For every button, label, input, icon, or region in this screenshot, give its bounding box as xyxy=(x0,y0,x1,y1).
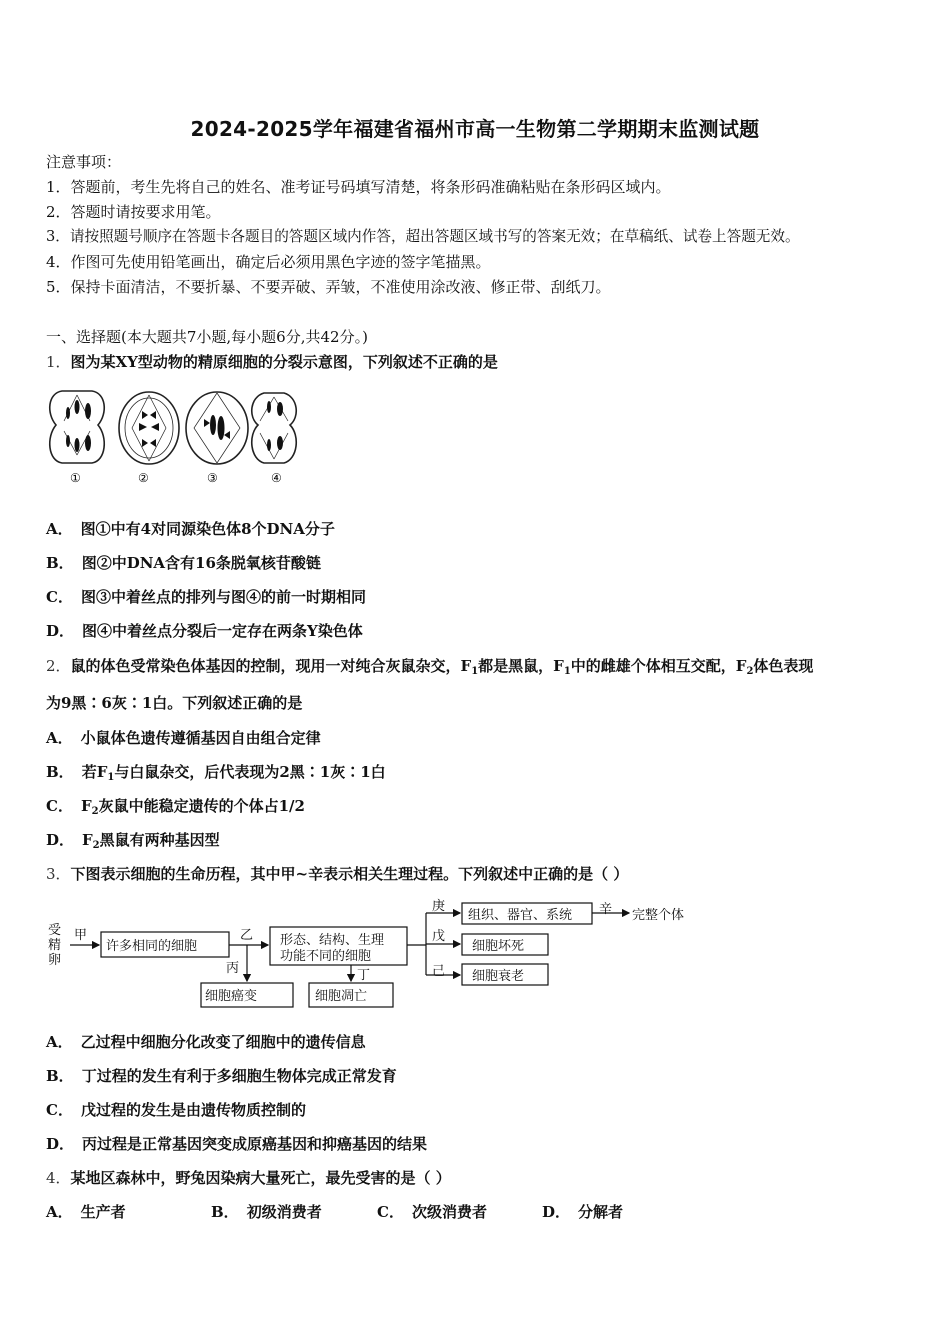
cell-outline xyxy=(119,392,179,464)
diagram-box-label: 细胞凋亡 xyxy=(315,989,368,1004)
diagram-label: 庚 xyxy=(432,899,446,914)
question-4-stem: 4．某地区森林中，野兔因染病大量死亡，最先受害的是（ ） xyxy=(46,1169,451,1187)
diagram-box-label: 细胞癌变 xyxy=(205,989,258,1004)
diagram-label: 精 xyxy=(48,938,62,953)
option-c: C． $F_2$灰鼠中能稳定遗传的个体占1/2 xyxy=(46,797,305,817)
diagram-label: 完整个体 xyxy=(632,908,685,923)
diagram-label: 丁 xyxy=(357,968,371,983)
diagram-label: 戊 xyxy=(432,929,446,944)
option-d: D． 丙过程是正常基因突变成原癌基因和抑癌基因的结果 xyxy=(46,1135,428,1153)
question-2-stem-line2: 为9黑∶6灰∶1白。下列叙述正确的是 xyxy=(46,694,303,712)
figure-label: ③ xyxy=(207,471,218,485)
cell-division-figure xyxy=(44,383,314,487)
option-b: B． 图②中DNA含有16条脱氧核苷酸链 xyxy=(46,554,321,572)
diagram-label: 己 xyxy=(432,964,446,979)
option-b: B． 丁过程的发生有利于多细胞生物体完成正常发育 xyxy=(46,1067,397,1085)
option-a: A． 小鼠体色遗传遵循基因自由组合定律 xyxy=(46,729,321,747)
notice-item: 1．答题前，考生先将自己的姓名、准考证号码填写清楚，将条形码准确粘贴在条形码区域内。 xyxy=(46,178,671,196)
option-a: A． 乙过程中细胞分化改变了细胞中的遗传信息 xyxy=(46,1033,366,1051)
diagram-label: 受 xyxy=(48,923,62,938)
option-d: D． 分解者 xyxy=(542,1203,624,1221)
notice-item: 3．请按照题号顺序在答题卡各题目的答题区域内作答，超出答题区域书写的答案无效；在草稿纸、试卷上答题无效。 xyxy=(46,228,800,245)
option-a: A． 生产者 xyxy=(46,1203,126,1221)
figure-label: ② xyxy=(138,471,149,485)
diagram-box-label: 组织、器官、系统 xyxy=(468,908,573,923)
question-number: 1． xyxy=(46,353,71,371)
question-2-stem: 2．鼠的体色受常染色体基因的控制，现用一对纯合灰鼠杂交，$F_1$都是黑鼠，$F_1$中的雌雄个体相互交配，$F_2$体色表现 xyxy=(46,657,814,677)
notice-heading: 注意事项： xyxy=(46,153,122,171)
option-d: D． $F_2$黑鼠有两种基因型 xyxy=(46,831,220,851)
diagram-label: 卵 xyxy=(48,953,62,968)
figure-label: ④ xyxy=(271,471,282,485)
option-c: C． 次级消费者 xyxy=(377,1203,487,1221)
question-3-stem: 3．下图表示细胞的生命历程，其中甲~辛表示相关生理过程。下列叙述中正确的是（ ） xyxy=(46,865,629,883)
notice-item: 2．答题时请按要求用笔。 xyxy=(46,203,221,221)
cell-outline xyxy=(252,393,297,463)
option-b: B． 初级消费者 xyxy=(211,1203,322,1221)
option-a: A． 图①中有4对同源染色体8个DNA分子 xyxy=(46,520,335,538)
diagram-box-label: 形态、结构、生理 xyxy=(280,933,385,948)
diagram-label: 辛 xyxy=(599,902,613,917)
section-heading: 一、选择题(本大题共7小题,每小题6分,共42分。) xyxy=(46,328,368,346)
option-b: B． 若$F_1$与白鼠杂交，后代表现为2黑∶1灰∶1白 xyxy=(46,763,386,783)
diagram-box-label: 功能不同的细胞 xyxy=(280,949,372,964)
notice-item: 4．作图可先使用铅笔画出，确定后必须用黑色字迹的签字笔描黑。 xyxy=(46,253,491,271)
question-1-stem xyxy=(46,352,498,372)
diagram-box-label: 细胞衰老 xyxy=(472,969,525,984)
option-d: D． 图④中着丝点分裂后一定存在两条Y染色体 xyxy=(46,622,363,640)
question-text: 图为某XY型动物的精原细胞的分裂示意图，下列叙述不正确的是 xyxy=(70,353,498,371)
option-c: C． 图③中着丝点的排列与图④的前一时期相同 xyxy=(46,588,366,606)
diagram-label: 丙 xyxy=(226,961,240,976)
notice-item: 5．保持卡面清洁，不要折暴、不要弄破、弄皱，不准使用涂改液、修正带、刮纸刀。 xyxy=(46,278,611,296)
page-title: 2024-2025学年福建省福州市高一生物第二学期期末监测试题 xyxy=(190,117,760,141)
diagram-label: 乙 xyxy=(240,928,254,943)
cell-life-history-diagram xyxy=(44,893,724,1011)
diagram-box-label: 细胞坏死 xyxy=(472,939,525,954)
figure-label: ① xyxy=(70,471,81,485)
cell-outline xyxy=(186,392,248,464)
option-c: C． 戊过程的发生是由遗传物质控制的 xyxy=(46,1101,306,1119)
diagram-box-label: 许多相同的细胞 xyxy=(106,939,198,954)
diagram-label: 甲 xyxy=(74,928,88,943)
